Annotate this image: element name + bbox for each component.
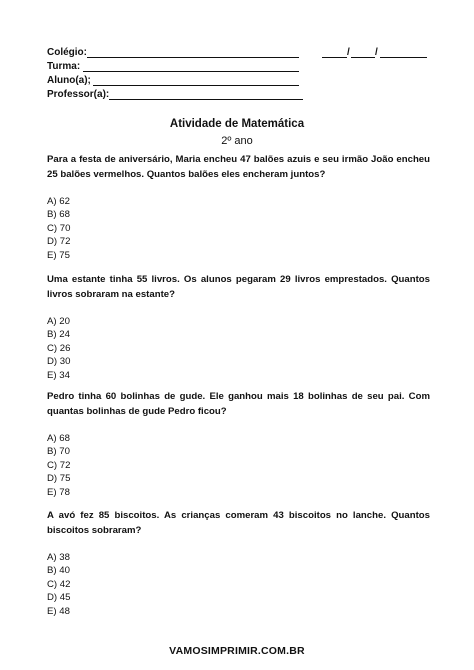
teacher-label: Professor(a): (47, 89, 110, 100)
question-1-text: Para a festa de aniversário, Maria encheu 47 balões azuis e seu irmão João encheu 25 balões vermelhos. Quantos balões eles encheram juntos? (47, 154, 430, 180)
header-form (47, 46, 437, 102)
teacher-line (109, 99, 303, 100)
school-line (87, 57, 299, 58)
question-3-text: Pedro tinha 60 bolinhas de gude. Ele ganhou mais 18 bolinhas de seu pai. Com quantas bolinhas de gude Pedro ficou? (47, 391, 430, 417)
class-field-row (47, 60, 437, 74)
question-1 (47, 152, 430, 262)
option-e: E) 75 (47, 249, 70, 261)
option-c: C) 26 (47, 342, 71, 354)
date-year-line (380, 57, 427, 58)
class-label: Turma: (47, 61, 81, 72)
date-day-line (322, 57, 347, 58)
school-label: Colégio: (47, 47, 87, 58)
grade-subtitle: 2º ano (221, 135, 253, 147)
question-3 (47, 389, 430, 499)
question-4 (47, 508, 430, 618)
option-e: E) 78 (47, 486, 70, 498)
option-b: B) 70 (47, 446, 70, 458)
class-line (83, 71, 299, 72)
teacher-field-row (47, 88, 437, 102)
student-field-row (47, 74, 437, 88)
option-a: A) 68 (47, 433, 70, 444)
option-d: D) 75 (47, 473, 71, 485)
option-b: B) 24 (47, 329, 70, 341)
option-a: A) 20 (47, 316, 70, 327)
option-c: C) 72 (47, 459, 71, 471)
option-c: C) 70 (47, 222, 71, 234)
option-a: A) 62 (47, 196, 70, 207)
question-4-text: A avó fez 85 biscoitos. As crianças comeram 43 biscoitos no lanche. Quantos biscoitos sobraram? (47, 510, 430, 536)
option-e: E) 34 (47, 369, 70, 381)
question-1-options (47, 195, 430, 262)
option-a: A) 38 (47, 552, 70, 563)
school-field-row (47, 46, 437, 60)
question-3-options (47, 432, 430, 499)
option-b: B) 40 (47, 565, 70, 577)
date-separator-2: / (375, 47, 378, 58)
option-d: D) 72 (47, 236, 71, 248)
page-title: Atividade de Matemática (169, 118, 305, 130)
option-b: B) 68 (47, 209, 70, 221)
student-label: Aluno(a); (47, 75, 91, 86)
date-month-line (351, 57, 375, 58)
question-2-options (47, 315, 430, 382)
question-2-text: Uma estante tinha 55 livros. Os alunos pegaram 29 livros emprestados. Quantos livros sobraram na estante? (47, 274, 430, 300)
question-4-options (47, 551, 430, 618)
date-separator-1: / (347, 47, 350, 58)
option-d: D) 30 (47, 356, 71, 368)
option-d: D) 45 (47, 592, 71, 604)
option-e: E) 48 (47, 605, 70, 617)
question-2 (47, 272, 430, 382)
site-footer: VAMOSIMPRIMIR.COM.BR (169, 645, 305, 657)
student-line (93, 85, 299, 86)
option-c: C) 42 (47, 578, 71, 590)
